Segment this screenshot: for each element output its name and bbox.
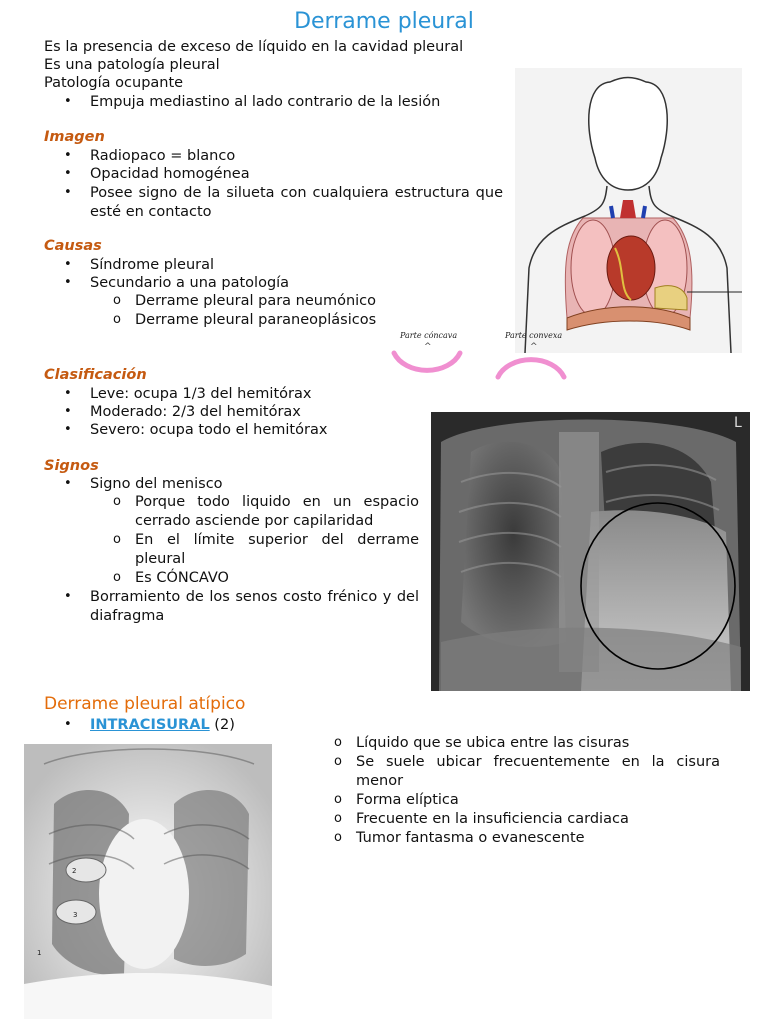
convex-label: Parte convexa [505,331,563,340]
signos-sub-item: Porque todo liquido en un espacio cerrado asciende por capilaridad [135,494,419,529]
arrow-up-icon: ^ [530,342,538,352]
atipico-sub-item: Tumor fantasma o evanescente [356,830,585,846]
intro-line-3: Patología ocupante [44,75,184,91]
imagen-item: Opacidad homogénea [90,166,250,182]
sub-bullet-marker: o [334,830,342,845]
bullet-marker: • [64,148,72,163]
xray-mark-2: 2 [72,867,77,875]
sub-bullet-marker: o [334,735,342,750]
clasificacion-item: Moderado: 2/3 del hemitórax [90,404,301,420]
sub-bullet-marker: o [113,494,121,509]
bullet-marker: • [64,717,72,732]
atipico-sub-item: Líquido que se ubica entre las cisuras [356,735,630,751]
chest-xray-effusion [431,412,750,691]
concave-arc [394,353,460,370]
sub-bullet-marker: o [334,792,342,807]
intro-bullet-1: Empuja mediastino al lado contrario de la lesión [90,94,441,110]
sub-bullet-marker: o [113,570,121,585]
intro-line-2: Es una patología pleural [44,57,220,73]
causas-heading: Causas [44,238,102,254]
concave-label: Parte cóncava [400,331,458,340]
signos-heading: Signos [44,458,99,474]
signos-sub-item: En el límite superior del derrame pleural [135,532,419,567]
atipico-sub-item: Forma elíptica [356,792,459,808]
imagen-item: Posee signo de la silueta con cualquiera estructura que esté en contacto [90,185,503,220]
sub-bullet-marker: o [334,811,342,826]
bullet-marker: • [64,275,72,290]
causas-item: Secundario a una patología [90,275,290,291]
bullet-marker: • [64,166,72,181]
signos-item: Signo del menisco [90,476,223,492]
causas-item: Síndrome pleural [90,257,215,273]
xray-mark-1: 1 [37,949,42,957]
atipico-heading: Derrame pleural atípico [44,694,246,714]
xray-mark-3: 3 [73,911,78,919]
bullet-marker: • [64,589,72,604]
intro-line-1: Es la presencia de exceso de líquido en la cavidad pleural [44,39,464,55]
sub-bullet-marker: o [334,754,342,769]
intracisural-line [90,716,235,735]
concave-convex-arcs [388,345,578,385]
convex-arc [498,360,564,377]
bullet-marker: • [64,404,72,419]
bullet-marker: • [64,422,72,437]
imagen-item: Radiopaco = blanco [90,148,236,164]
clasificacion-item: Severo: ocupa todo el hemitórax [90,422,328,438]
imagen-heading: Imagen [44,129,105,145]
causas-sub-item: Derrame pleural paraneoplásicos [135,312,377,328]
xray-side-marker: L [734,415,742,431]
arrow-up-icon: ^ [424,342,432,352]
bullet-marker: • [64,257,72,272]
signos-sub-item: Es CÓNCAVO [135,570,229,586]
sub-bullet-marker: o [113,293,121,308]
intracisural-suffix: (2) [209,717,235,733]
atipico-sub-item: Se suele ubicar frecuentemente en la cisura menor [356,754,720,789]
bullet-marker: • [64,94,72,109]
causas-sub-item: Derrame pleural para neumónico [135,293,377,309]
atipico-sub-item: Frecuente en la insuficiencia cardiaca [356,811,629,827]
signos-item: Borramiento de los senos costo frénico y del diafragma [90,589,419,624]
bullet-marker: • [64,185,72,200]
clasificacion-item: Leve: ocupa 1/3 del hemitórax [90,386,312,402]
thorax-anatomy-illustration [515,68,742,353]
bullet-marker: • [64,476,72,491]
sub-bullet-marker: o [113,532,121,547]
chest-xray-intracisural [24,744,272,1019]
intracisural-link[interactable]: INTRACISURAL [90,717,210,733]
clasificacion-heading: Clasificación [44,367,147,383]
sub-bullet-marker: o [113,312,121,327]
page-title: Derrame pleural [294,9,474,34]
bullet-marker: • [64,386,72,401]
